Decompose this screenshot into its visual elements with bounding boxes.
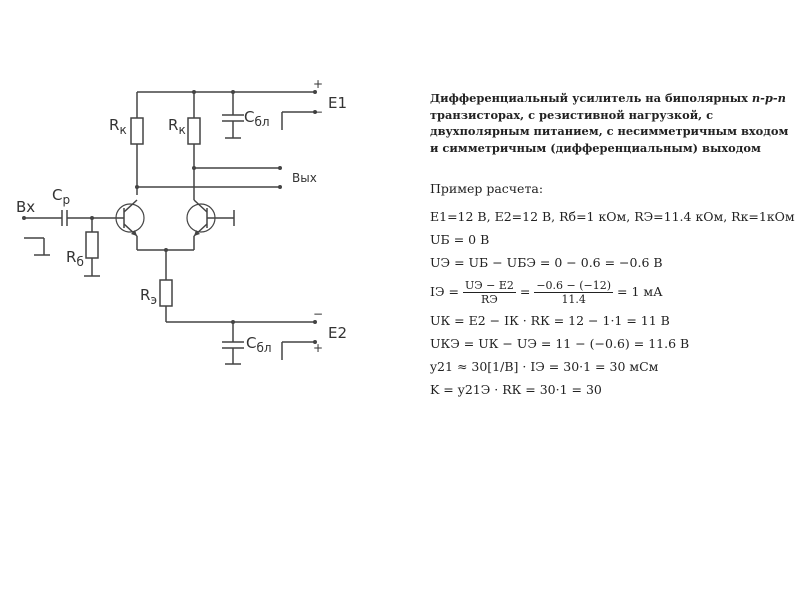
re-label: $R_э$ [140, 286, 158, 307]
eq-ie-fraction2: $\frac{-0.6 - (-12)}{11.4}$ [536, 279, 612, 306]
eq-ub: UБ = 0 В [430, 232, 490, 247]
rk-right-label: $R_к$ [168, 116, 186, 137]
e2-plus-sign: + [313, 341, 324, 355]
rk-left-resistor [131, 118, 143, 144]
q2-collector [194, 200, 207, 212]
rk-left-label: $R_к$ [109, 116, 127, 137]
text-panel [430, 90, 795, 402]
e1-label: E1 [328, 94, 348, 112]
e2-minus-sign: − [313, 307, 324, 321]
eq-y21: y21 ≈ 30[1/В] · IЭ = 30·1 = 30 мСм [430, 359, 659, 374]
output-terminal-upper [278, 166, 282, 170]
params-line: E1=12 В, E2=12 В, Rб=1 кОм, RЭ=11.4 кОм, Rк=1кОм [430, 209, 795, 224]
eq-ie-fraction1: $\frac{UЭ - E2}{RЭ}$ [464, 279, 514, 306]
rb-resistor [86, 232, 98, 258]
description-title: Дифференциальный усилитель на биполярных n-p-n транзисторах, с резистивной нагрузкой, с двухполярным питанием, с несимметричным входом и симметричным (дифференциальным) выходом [430, 91, 789, 155]
input-label: Вх [16, 198, 36, 216]
rb-label: $R_б$ [66, 248, 84, 269]
eq-k: K = y21Э · RК = 30·1 = 30 [430, 382, 602, 397]
re-resistor [160, 280, 172, 306]
eq-uke: UКЭ = UК − UЭ = 11 − (−0.6) = 11.6 В [430, 336, 690, 351]
cp-label: $C_р$ [52, 186, 71, 207]
example-heading: Пример расчета: [430, 181, 544, 196]
cbl-top-label: $C_{бл}$ [244, 108, 270, 129]
eq-uk: UК = E2 − IК · RК = 12 − 1·1 = 11 В [430, 313, 670, 328]
cbl-bottom-label: $C_{бл}$ [246, 334, 272, 355]
rk-right-resistor [188, 118, 200, 144]
output-terminal-lower [278, 185, 282, 189]
output-label: Вых [292, 171, 317, 185]
e2-label: E2 [328, 324, 348, 342]
eq-ie: IЭ = $\frac{UЭ - E2}{RЭ}$ = $\frac{-0.6 - (-12)}{11.4}$ = 1 мА [430, 279, 663, 306]
eq-ue: UЭ = UБ − UБЭ = 0 − 0.6 = −0.6 В [430, 255, 663, 270]
e1-plus-sign: + [313, 77, 324, 91]
q1-collector [124, 200, 137, 212]
npn-term: n-p-n [751, 91, 786, 105]
e1-minus-sign: − [313, 105, 324, 119]
